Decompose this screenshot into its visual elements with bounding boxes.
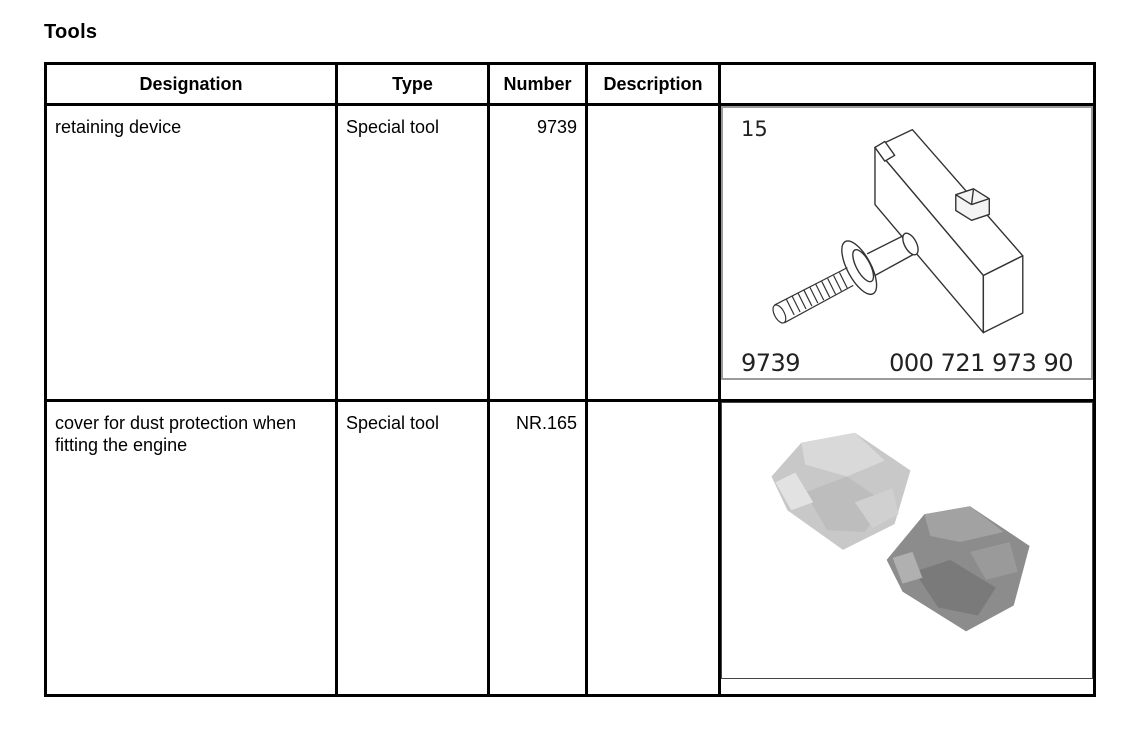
- designation-cell: cover for dust protection when fitting the engine: [55, 413, 297, 455]
- designation-cell: retaining device: [55, 117, 182, 137]
- type-cell: Special tool: [346, 413, 440, 433]
- header-number: Number: [489, 64, 587, 105]
- table-row: [46, 105, 1095, 401]
- number-cell: 9739: [536, 117, 577, 137]
- tools-table: [44, 62, 1096, 697]
- description-cell: [588, 402, 718, 412]
- dust-covers-drawing: [722, 403, 1092, 678]
- page-title: Tools: [44, 21, 98, 43]
- retaining-device-illustration: [721, 106, 1093, 380]
- header-designation: Designation: [46, 64, 337, 105]
- dust-cover-photo: [721, 402, 1093, 679]
- header-type: Type: [337, 64, 489, 105]
- illustration-part-number-label: 000 721 973 90: [889, 349, 1073, 377]
- retaining-device-drawing: [723, 108, 1091, 378]
- illustration-tool-number-label: 9739: [741, 349, 801, 377]
- table-row: [46, 401, 1095, 696]
- type-cell: Special tool: [346, 117, 440, 137]
- number-cell: NR.165: [515, 413, 577, 433]
- header-description: Description: [587, 64, 720, 105]
- illustration-index-label: 15: [741, 117, 768, 141]
- table-header-row: [46, 64, 1095, 105]
- description-cell: [588, 106, 718, 116]
- header-image: [720, 64, 1095, 105]
